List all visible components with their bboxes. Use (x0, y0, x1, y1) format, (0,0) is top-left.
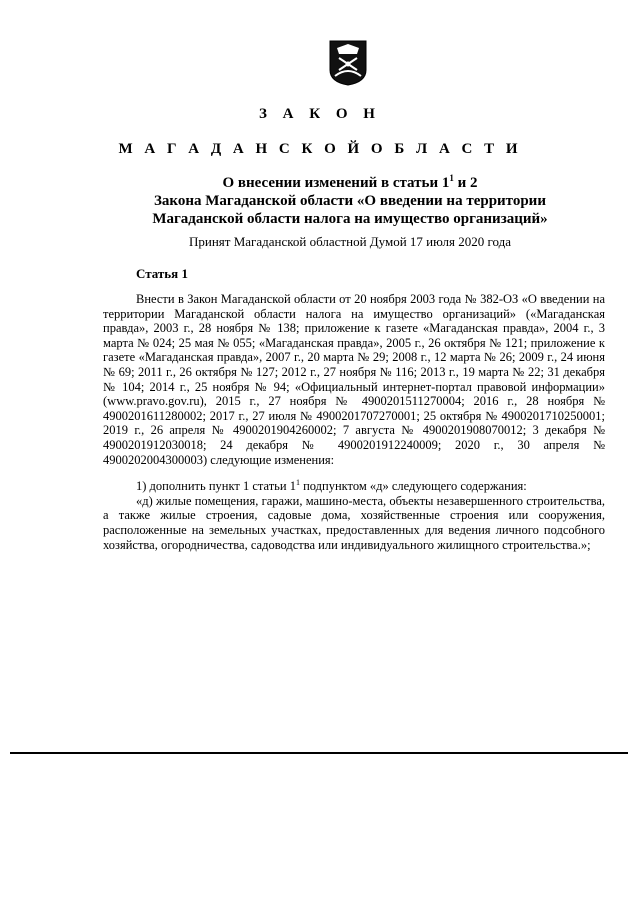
law-title: З А К О Н (259, 106, 381, 122)
amendment-item-1-tail: подпунктом «д» следующего содержания: (299, 479, 527, 494)
heading-line-1 (60, 174, 640, 192)
amendment-item-1-superscript: 1 (295, 478, 300, 488)
heading-line-2: Закона Магаданской области «О введении на территории (154, 193, 546, 209)
region-title: М А Г А Д А Н С К О Й О Б Л А С Т И (118, 141, 522, 157)
amendment-item-1 (103, 479, 605, 494)
coat-of-arms-emblem (329, 40, 367, 86)
article-title: Статья 1 (136, 266, 188, 281)
heading-line-3: Магаданской области налога на имущество организаций» (152, 211, 548, 227)
article-intro-paragraph: Внести в Закон Магаданской области от 20 ноября 2003 года № 382-ОЗ «О введении на территории Магаданской области налога на имущество организаций» («Магаданская правда», 2003 г., 28 ноября № 138; приложение к газете «Магаданская правда», 2004 г., 3 марта № 024; 25 мая № 055; «Магаданская правда», 2005 г., 26 октября № 121; приложение к газете «Магаданская правда», 2007 г., 20 марта № 29; 2008 г., 12 марта № 26; 2009 г., 24 июня № 69; 2011 г., 26 октября № 127; 2012 г., 27 ноября № 116; 2013 г., 19 марта № 22; 31 декабря № 104; 2014 г., 25 ноября № 94; «Официальный интернет-портал правовой информации» (www.pravo.gov.ru), 2015 г., 27 ноября № 4900201511270004; 2016 г., 28 ноября № 4900201611280002; 2017 г., 27 июля № 4900201707270001; 25 октября № 4900201710250001; 2019 г., 26 апреля № 4900201904260002; 7 августа № 4900201908070012; 3 декабря № 4900201912030018; 24 декабря № 4900201912240009; 2020 г., 30 апреля № 4900202004300003) следующие изменения: (103, 292, 605, 467)
heading-line-1-text: О внесении изменений в статьи 1 (222, 175, 450, 191)
article-body (103, 292, 605, 552)
document-heading (60, 174, 640, 228)
heading-superscript: 1 (449, 173, 454, 183)
adoption-note: Принят Магаданской областной Думой 17 июля 2020 года (189, 234, 511, 249)
subitem-d-paragraph: «д) жилые помещения, гаражи, машино-места, объекты незавершенного строительства, а также жилые строения, садовые дома, хозяйственные строения или сооружения, расположенные на земельных участках, предоставленных для ведения личного подсобного хозяйства, огородничества, садоводства или индивидуального жилищного строительства.»; (103, 493, 605, 552)
heading-line-1-tail: и 2 (453, 175, 478, 191)
page-divider (10, 752, 628, 754)
amendment-item-1-text: 1) дополнить пункт 1 статьи 1 (136, 479, 296, 494)
